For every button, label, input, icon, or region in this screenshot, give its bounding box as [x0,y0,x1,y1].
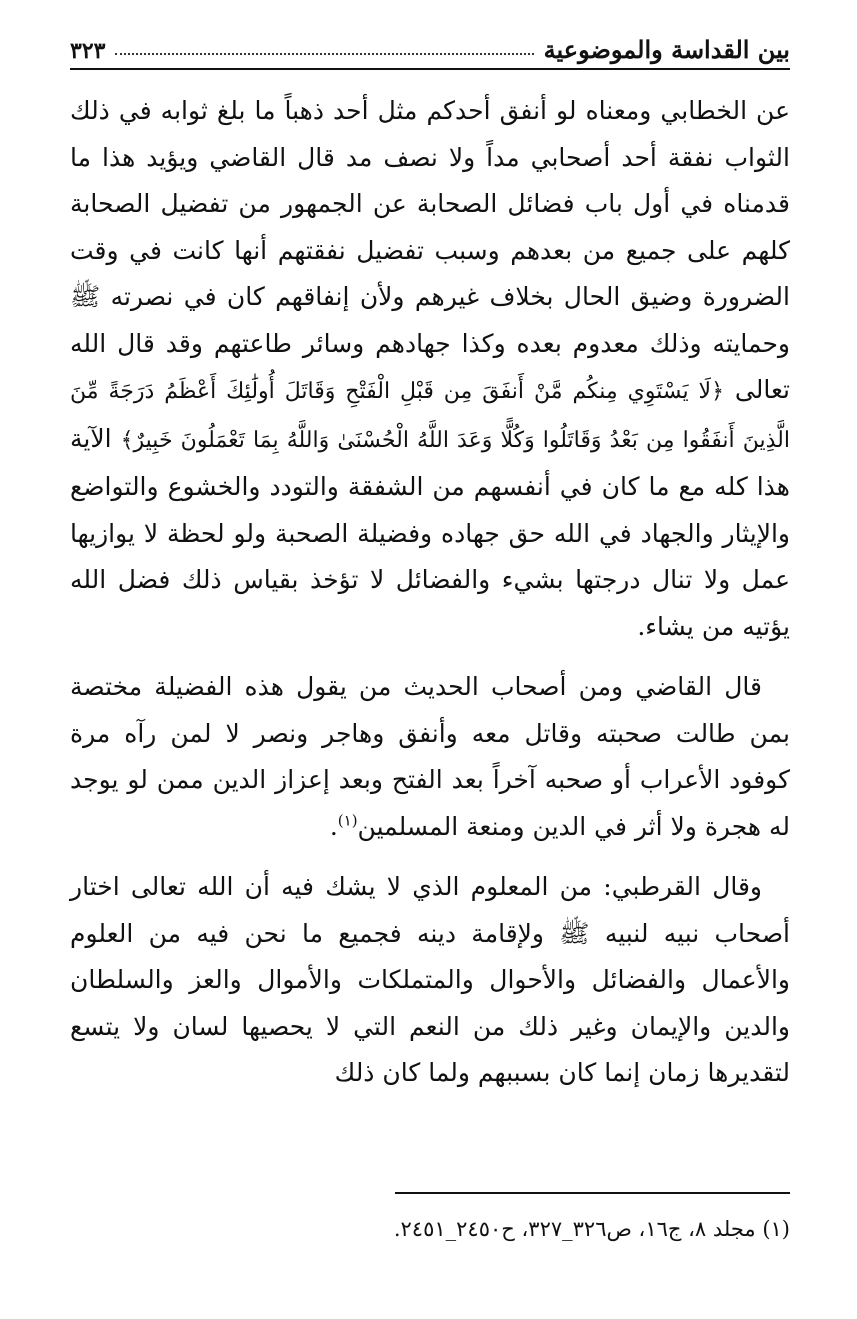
quran-verse: ﴿لَا يَسْتَوِي مِنكُم مَّنْ أَنفَقَ مِن قَبْلِ الْفَتْحِ وَقَاتَلَ أُولَٰئِكَ أَعْظَمُ دَرَجَةً مِّنَ الَّذِينَ أَنفَقُوا مِن بَعْدُ وَقَاتَلُوا وَكُلًّا وَعَدَ اللَّهُ الْحُسْنَىٰ وَاللَّهُ بِمَا تَعْمَلُونَ خَبِيرٌ﴾ [70,379,790,453]
header-title: بين القداسة والموضوعية [543,35,790,64]
paragraph-3-text: وقال القرطبي: من المعلوم الذي لا يشك فيه أن الله تعالى اختار أصحاب نبيه لنبيه ﷺ ولإقامة دينه فجميع ما نحن فيه من العلوم والأعمال والفضائل والأحوال والمتملكات والأموال والعز والسلطان والدين والإيمان وغير ذلك من النعم التي لا يحصيها لسان ولا يتسع لتقديرها زمان إنما كان بسببهم ولما كان ذلك [70,872,790,1087]
paragraph-2 [70,664,790,850]
paragraph-3 [70,864,790,1097]
footnote: (١) مجلد ٨، ج١٦، ص٣٢٦_٣٢٧، ح٢٤٥٠_٢٤٥١. [393,1217,790,1241]
document-page [70,22,790,1292]
footnote-separator [395,1192,790,1194]
header-dot-leader [115,53,533,55]
page-number: ٣٢٣ [70,38,106,64]
paragraph-2-text: قال القاضي ومن أصحاب الحديث من يقول هذه الفضيلة مختصة بمن طالت صحبته وقاتل معه وأنفق وهاجر ونصر لا لمن رآه مرة كوفود الأعراب أو صحبه آخراً بعد الفتح وبعد إعزاز الدين ممن لو يوجد له هجرة ولا أثر في الدين ومنعة المسلمين [70,672,790,841]
paragraph-1-text-after: الآية هذا كله مع ما كان في أنفسهم من الشفقة والتودد والخشوع والتواضع والإيثار والجهاد في الله حق جهاده وفضيلة الصحبة ولو لحظة لا يوازيها عمل ولا تنال درجتها بشيء والفضائل لا تؤخذ بقياس ذلك فضل الله يؤتيه من يشاء. [70,423,790,641]
running-header [70,22,790,70]
paragraph-2-end: . [329,811,338,841]
page-body [70,88,790,1097]
paragraph-1 [70,88,790,650]
footnote-reference[interactable]: (١) [337,811,358,830]
paragraph-1-text-before: عن الخطابي ومعناه لو أنفق أحدكم مثل أحد ذهباً ما بلغ ثوابه في ذلك الثواب نفقة أحد أصحابي مداً ولا نصف مد قال القاضي ويؤيد هذا ما قدمناه في أول باب فضائل الصحابة عن الجمهور من تفضيل الصحابة كلهم على جميع من بعدهم وسبب تفضيل نفقتهم أنها كانت في وقت الضرورة وضيق الحال بخلاف غيرهم ولأن إنفاقهم كان في نصرته ﷺ وحمايته وذلك معدوم بعده وكذا جهادهم وسائر طاعتهم وقد قال الله تعالى [70,96,790,404]
